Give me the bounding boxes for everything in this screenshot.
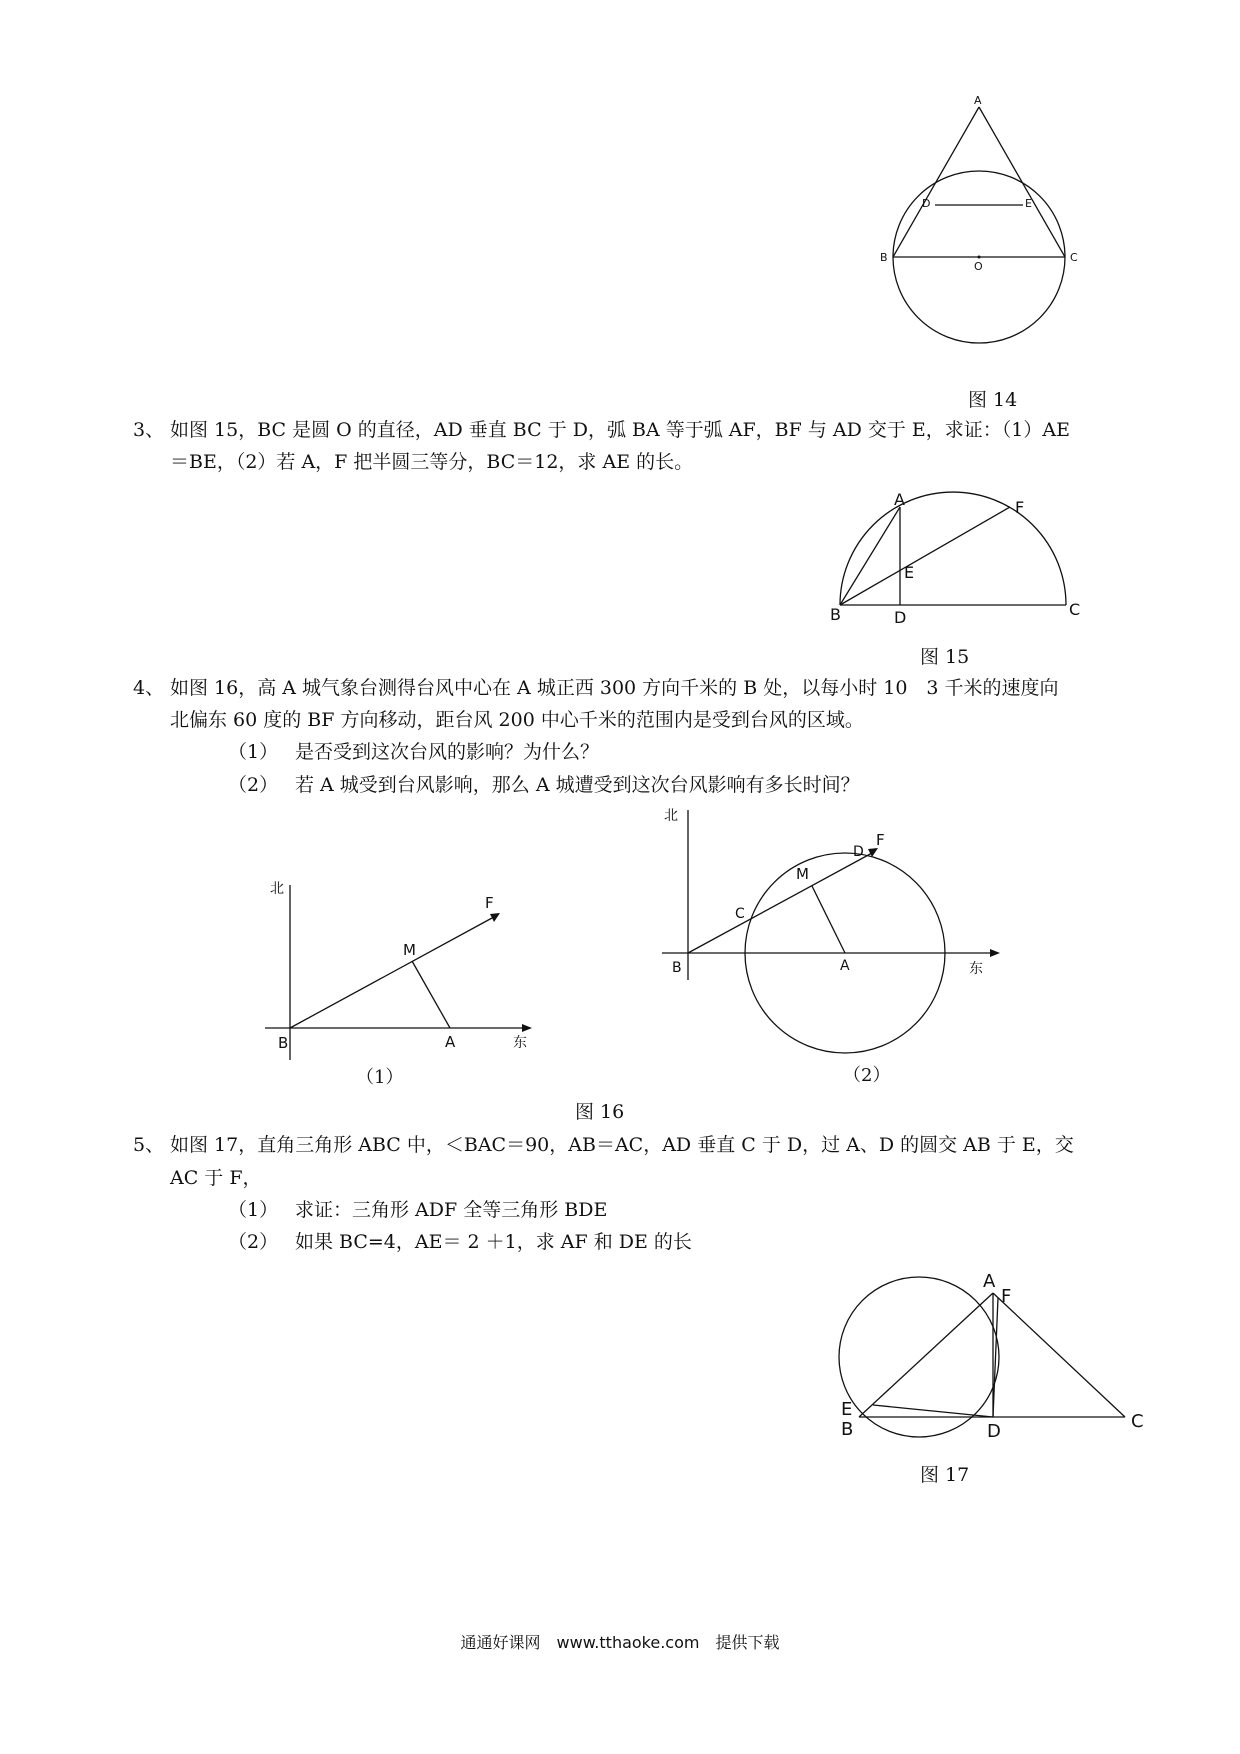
page-footer: 通通好课网 www.tthaoke.com 提供下载: [460, 1633, 780, 1652]
fig16r-label-north: 北: [664, 808, 678, 824]
fig16l-label-M: M: [403, 941, 416, 959]
fig16l-label-A: A: [445, 1033, 456, 1051]
fig16r-label-B: B: [672, 960, 682, 976]
figure-17: [835, 1265, 1165, 1465]
fig14-label-E: E: [1025, 197, 1032, 210]
fig17-caption: 图 17: [920, 1464, 970, 1486]
q5-line-1: 如图 17，直角三角形 ABC 中，＜BAC＝90，AB＝AC，AD 垂直 C 于 D，过 A、D 的圆交 AB 于 E，交: [170, 1134, 1074, 1156]
fig16r-label-D: D: [853, 844, 864, 860]
fig14-center-dot: [978, 256, 981, 259]
fig17-label-E: E: [841, 1399, 853, 1420]
fig15-label-D: D: [894, 608, 907, 627]
fig17-line-BA: [859, 1293, 993, 1417]
fig17-label-B: B: [841, 1419, 854, 1440]
fig16r-label-C: C: [735, 906, 745, 922]
figure-16-left: [260, 875, 540, 1055]
fig16l-label-B: B: [278, 1034, 289, 1052]
fig16r-label-M: M: [796, 865, 809, 883]
q4-sub1-text: 是否受到这次台风的影响？为什么？: [295, 741, 600, 763]
fig16r-line-MA: [812, 886, 845, 953]
fig16r-label-A: A: [840, 958, 850, 974]
fig16r-label-F: F: [876, 831, 885, 849]
fig15-label-B: B: [830, 605, 841, 624]
q3-number: 3、: [133, 419, 165, 441]
fig14-label-O: O: [974, 260, 983, 273]
q5-sub1-number: （1）: [228, 1199, 279, 1221]
q5-line-2: AC 于 F，: [170, 1167, 262, 1189]
q5-sub1-text: 求证：三角形 ADF 全等三角形 BDE: [295, 1199, 608, 1221]
fig14-label-C: C: [1070, 251, 1078, 264]
q4-line-2: 北偏东 60 度的 BF 方向移动，距台风 200 中心千米的范围内是受到台风的区域。: [170, 709, 864, 731]
fig14-label-D: D: [922, 197, 931, 210]
figure-15: [830, 490, 1090, 630]
fig15-caption: 图 15: [920, 646, 970, 668]
figure-16-right: [660, 805, 1020, 1075]
fig16-caption: 图 16: [575, 1101, 625, 1123]
q4-sub1-number: （1）: [228, 741, 279, 763]
fig16r-label-east: 东: [969, 961, 983, 977]
fig14-line-AB: [893, 107, 979, 257]
fig16l-label-north: 北: [270, 881, 284, 897]
fig16-right-caption: （2）: [843, 1065, 891, 1086]
fig17-label-D: D: [987, 1421, 1001, 1442]
q4-sub2-text: 若 A 城受到台风影响，那么 A 城遭受到这次台风影响有多长时间？: [295, 774, 860, 796]
fig16l-east-arrow: [522, 1024, 532, 1032]
fig15-label-C: C: [1069, 600, 1081, 619]
fig16r-east-arrow: [990, 949, 1000, 957]
q3-line-2: ＝BE，（2）若 A，F 把半圆三等分，BC＝12，求 AE 的长。: [170, 451, 694, 473]
fig15-line-BF: [840, 507, 1010, 605]
fig17-line-FD: [993, 1298, 998, 1417]
fig16l-line-BF: [290, 918, 492, 1028]
fig17-label-F: F: [1001, 1286, 1012, 1307]
fig17-label-C: C: [1131, 1411, 1144, 1432]
fig14-caption: 图 14: [968, 389, 1018, 411]
q5-sub2-number: （2）: [228, 1231, 279, 1253]
fig15-label-F: F: [1015, 498, 1025, 517]
fig16l-label-east: 东: [513, 1035, 527, 1051]
q5-sub2-text: 如果 BC=4，AE＝ 2 ＋1，求 AF 和 DE 的长: [295, 1231, 692, 1253]
fig16l-F-arrow: [490, 913, 500, 922]
fig14-label-A: A: [974, 94, 982, 107]
q3-line-1: 如图 15，BC 是圆 O 的直径，AD 垂直 BC 于 D，弧 BA 等于弧 AF，BF 与 AD 交于 E，求证：（1）AE: [170, 419, 1070, 441]
fig17-label-A: A: [983, 1271, 996, 1292]
q4-line-1: 如图 16，高 A 城气象台测得台风中心在 A 城正西 300 方向千米的 B 处，以每小时 10 3 千米的速度向: [170, 677, 1059, 699]
fig16-left-caption: （1）: [356, 1067, 404, 1088]
fig15-line-BA: [840, 507, 900, 605]
q4-sub2-number: （2）: [228, 774, 279, 796]
q4-number: 4、: [133, 677, 165, 699]
fig16r-line-BF: [688, 853, 872, 953]
q5-number: 5、: [133, 1134, 165, 1156]
fig15-label-E: E: [904, 563, 915, 582]
fig14-label-B: B: [880, 251, 888, 264]
fig14-line-AC: [979, 107, 1065, 257]
fig17-line-AC: [993, 1293, 1125, 1417]
fig16l-label-F: F: [485, 894, 494, 912]
fig16l-line-MA: [412, 961, 450, 1028]
figure-14: [860, 95, 1090, 375]
fig17-line-ED: [873, 1405, 993, 1417]
fig15-label-A: A: [894, 490, 905, 509]
